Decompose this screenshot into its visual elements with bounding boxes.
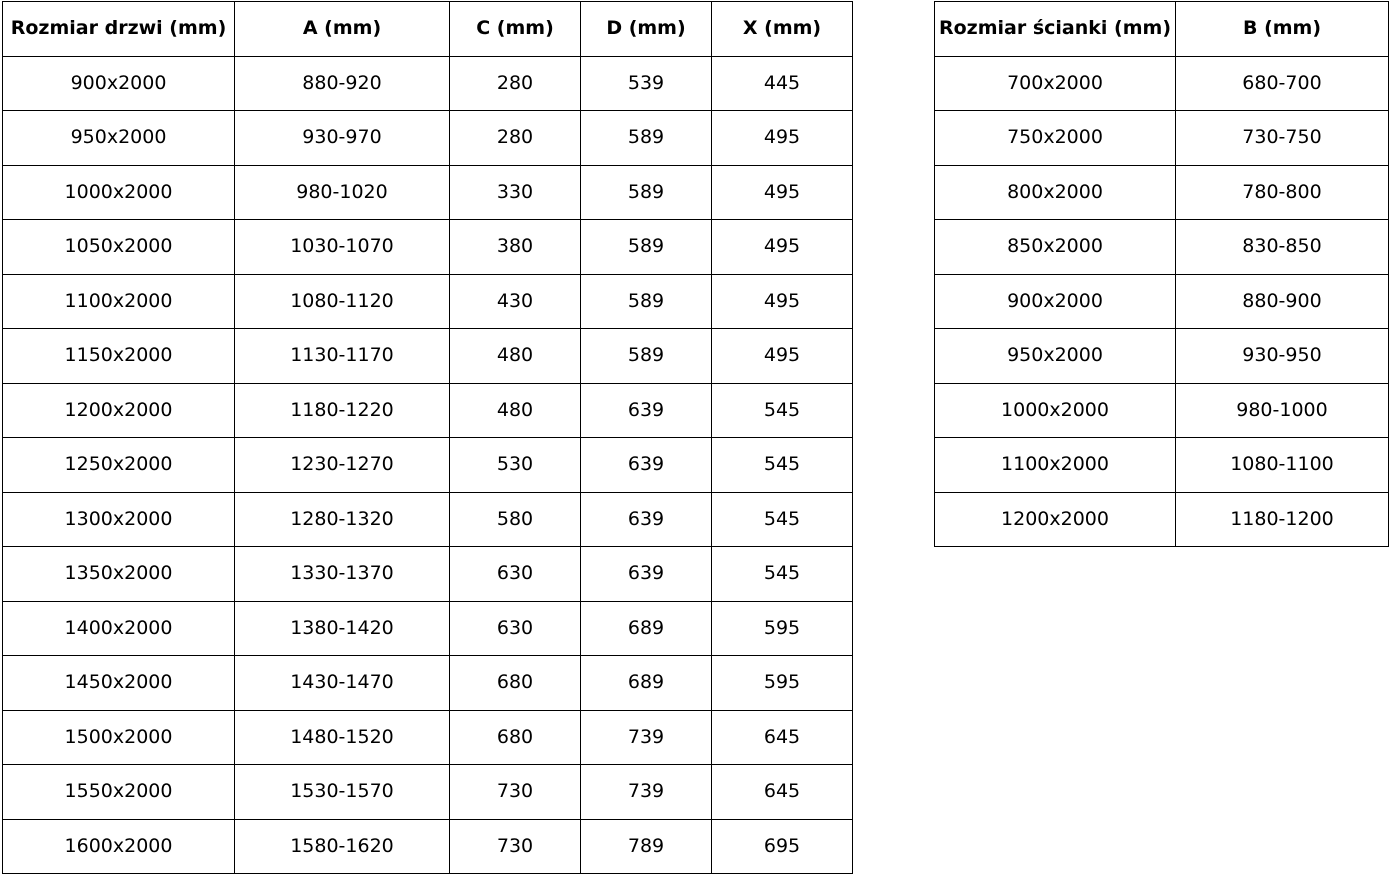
cell-a: 1430-1470 <box>235 656 450 711</box>
cell-d: 689 <box>581 601 712 656</box>
cell-door-size: 1500x2000 <box>3 710 235 765</box>
column-header-c: C (mm) <box>450 2 581 57</box>
cell-c: 630 <box>450 601 581 656</box>
table-row <box>3 438 853 493</box>
cell-a: 1580-1620 <box>235 819 450 874</box>
cell-a: 1180-1220 <box>235 383 450 438</box>
column-header-d: D (mm) <box>581 2 712 57</box>
cell-wall-size: 850x2000 <box>935 220 1176 275</box>
cell-x: 545 <box>712 492 853 547</box>
cell-d: 589 <box>581 111 712 166</box>
cell-a: 930-970 <box>235 111 450 166</box>
cell-door-size: 1300x2000 <box>3 492 235 547</box>
cell-b: 730-750 <box>1176 111 1389 166</box>
cell-a: 980-1020 <box>235 165 450 220</box>
table-row <box>3 220 853 275</box>
cell-d: 589 <box>581 274 712 329</box>
table-row <box>935 438 1389 493</box>
cell-c: 480 <box>450 329 581 384</box>
cell-b: 1180-1200 <box>1176 492 1389 547</box>
table-row <box>3 656 853 711</box>
table-header-row <box>935 2 1389 57</box>
cell-wall-size: 800x2000 <box>935 165 1176 220</box>
column-header-a: A (mm) <box>235 2 450 57</box>
cell-c: 280 <box>450 56 581 111</box>
table-row <box>3 765 853 820</box>
table-row <box>3 383 853 438</box>
cell-d: 589 <box>581 220 712 275</box>
table-row <box>935 111 1389 166</box>
cell-wall-size: 900x2000 <box>935 274 1176 329</box>
table-row <box>3 329 853 384</box>
cell-c: 480 <box>450 383 581 438</box>
table-row <box>935 492 1389 547</box>
table-row <box>935 383 1389 438</box>
cell-b: 780-800 <box>1176 165 1389 220</box>
column-header-b: B (mm) <box>1176 2 1389 57</box>
cell-c: 430 <box>450 274 581 329</box>
cell-door-size: 1550x2000 <box>3 765 235 820</box>
column-header-x: X (mm) <box>712 2 853 57</box>
cell-a: 1480-1520 <box>235 710 450 765</box>
cell-d: 539 <box>581 56 712 111</box>
table-row <box>3 547 853 602</box>
cell-a: 1030-1070 <box>235 220 450 275</box>
cell-door-size: 1000x2000 <box>3 165 235 220</box>
cell-x: 545 <box>712 383 853 438</box>
cell-d: 789 <box>581 819 712 874</box>
cell-c: 680 <box>450 710 581 765</box>
cell-door-size: 1400x2000 <box>3 601 235 656</box>
cell-d: 639 <box>581 492 712 547</box>
cell-wall-size: 750x2000 <box>935 111 1176 166</box>
cell-x: 495 <box>712 274 853 329</box>
table-row <box>3 492 853 547</box>
cell-x: 645 <box>712 765 853 820</box>
cell-wall-size: 1200x2000 <box>935 492 1176 547</box>
cell-d: 639 <box>581 383 712 438</box>
cell-c: 580 <box>450 492 581 547</box>
cell-x: 695 <box>712 819 853 874</box>
cell-d: 639 <box>581 438 712 493</box>
cell-door-size: 1350x2000 <box>3 547 235 602</box>
cell-x: 495 <box>712 111 853 166</box>
cell-d: 639 <box>581 547 712 602</box>
cell-x: 545 <box>712 547 853 602</box>
cell-c: 330 <box>450 165 581 220</box>
cell-a: 1130-1170 <box>235 329 450 384</box>
cell-a: 1380-1420 <box>235 601 450 656</box>
cell-x: 495 <box>712 220 853 275</box>
cell-wall-size: 700x2000 <box>935 56 1176 111</box>
cell-c: 280 <box>450 111 581 166</box>
cell-c: 680 <box>450 656 581 711</box>
cell-x: 545 <box>712 438 853 493</box>
cell-x: 495 <box>712 165 853 220</box>
table-row <box>3 165 853 220</box>
cell-door-size: 1450x2000 <box>3 656 235 711</box>
wall-size-table <box>934 1 1389 547</box>
cell-a: 1080-1120 <box>235 274 450 329</box>
cell-door-size: 1600x2000 <box>3 819 235 874</box>
cell-x: 445 <box>712 56 853 111</box>
cell-c: 730 <box>450 765 581 820</box>
cell-x: 595 <box>712 601 853 656</box>
cell-x: 595 <box>712 656 853 711</box>
column-header-wall-size: Rozmiar ścianki (mm) <box>935 2 1176 57</box>
door-size-table <box>2 1 853 874</box>
table-header-row <box>3 2 853 57</box>
cell-d: 589 <box>581 165 712 220</box>
cell-wall-size: 950x2000 <box>935 329 1176 384</box>
table-row <box>935 329 1389 384</box>
table-row <box>3 274 853 329</box>
cell-c: 530 <box>450 438 581 493</box>
cell-c: 380 <box>450 220 581 275</box>
table-row <box>935 165 1389 220</box>
cell-x: 495 <box>712 329 853 384</box>
table-row <box>3 601 853 656</box>
cell-d: 589 <box>581 329 712 384</box>
cell-door-size: 950x2000 <box>3 111 235 166</box>
cell-door-size: 1050x2000 <box>3 220 235 275</box>
cell-a: 1280-1320 <box>235 492 450 547</box>
cell-a: 880-920 <box>235 56 450 111</box>
cell-door-size: 1150x2000 <box>3 329 235 384</box>
cell-b: 980-1000 <box>1176 383 1389 438</box>
cell-door-size: 1250x2000 <box>3 438 235 493</box>
cell-wall-size: 1100x2000 <box>935 438 1176 493</box>
cell-b: 680-700 <box>1176 56 1389 111</box>
cell-b: 880-900 <box>1176 274 1389 329</box>
cell-d: 739 <box>581 765 712 820</box>
table-row <box>3 111 853 166</box>
table-row <box>935 220 1389 275</box>
column-header-door-size: Rozmiar drzwi (mm) <box>3 2 235 57</box>
cell-a: 1330-1370 <box>235 547 450 602</box>
cell-c: 730 <box>450 819 581 874</box>
cell-d: 689 <box>581 656 712 711</box>
table-row <box>935 56 1389 111</box>
cell-x: 645 <box>712 710 853 765</box>
cell-a: 1230-1270 <box>235 438 450 493</box>
cell-b: 1080-1100 <box>1176 438 1389 493</box>
table-row <box>3 710 853 765</box>
table-row <box>3 56 853 111</box>
cell-a: 1530-1570 <box>235 765 450 820</box>
table-row <box>3 819 853 874</box>
cell-d: 739 <box>581 710 712 765</box>
cell-door-size: 1100x2000 <box>3 274 235 329</box>
cell-wall-size: 1000x2000 <box>935 383 1176 438</box>
cell-b: 830-850 <box>1176 220 1389 275</box>
cell-c: 630 <box>450 547 581 602</box>
cell-door-size: 1200x2000 <box>3 383 235 438</box>
cell-door-size: 900x2000 <box>3 56 235 111</box>
cell-b: 930-950 <box>1176 329 1389 384</box>
table-row <box>935 274 1389 329</box>
